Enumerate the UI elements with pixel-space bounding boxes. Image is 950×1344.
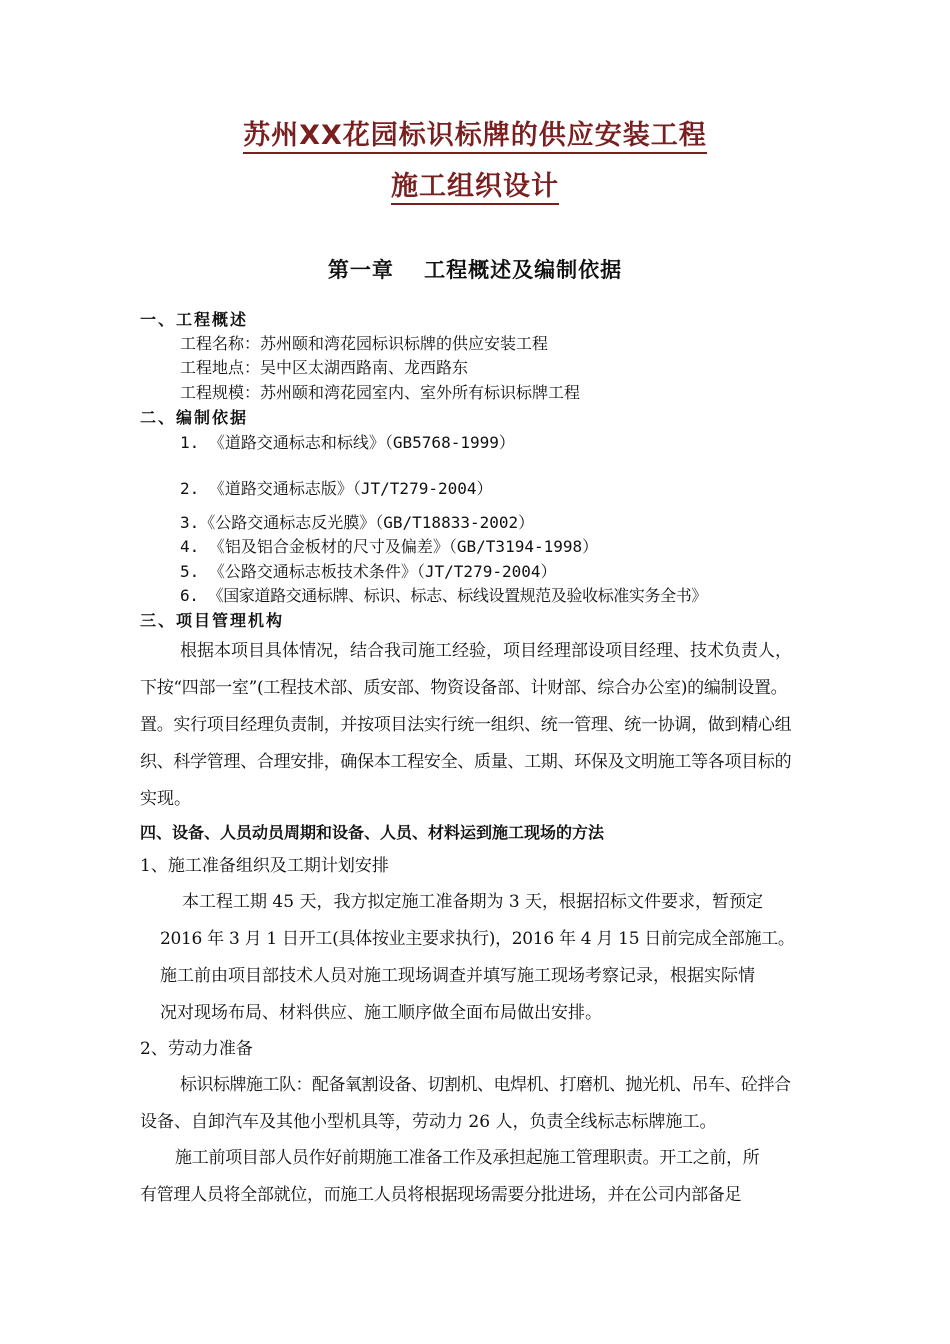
reference-item-6: 6. 《国家道路交通标牌、标识、标志、标线设置规范及验收标准实务全书》: [180, 586, 707, 605]
chapter-heading: 第一章 工程概述及编制依据: [327, 258, 623, 282]
p1-line-3: 施工前由项目部技术人员对施工现场调查并填写施工现场考察记录，根据实际情: [160, 966, 755, 986]
p1-line-4: 况对现场布局、材料供应、施工顺序做全面布局做出安排。: [160, 1003, 602, 1023]
title-line-1: 苏州XX花园标识标牌的供应安装工程: [243, 120, 707, 154]
sub-heading-2: 2、劳动力准备: [140, 1039, 253, 1059]
project-scale: 工程规模：苏州颐和湾花园室内、室外所有标识标牌工程: [180, 383, 581, 402]
reference-item-5: 5. 《公路交通标志板技术条件》（JT/T279-2004）: [180, 562, 557, 581]
s3-line-2: 下按“四部一室”(工程技术部、质安部、物资设备部、计财部、综合办公室)的编制设置。: [140, 678, 788, 698]
s3-line-4: 织、科学管理、合理安排，确保本工程安全、质量、工期、环保及文明施工等各项目标的: [140, 752, 792, 772]
reference-item-1: 1. 《道路交通标志和标线》（GB5768-1999）: [180, 433, 515, 452]
reference-item-3: 3.《公路交通标志反光膜》（GB/T18833-2002）: [180, 513, 535, 532]
p1-line-1: 本工程工期 45 天，我方拟定施工准备期为 3 天，根据招标文件要求，暂预定: [182, 892, 764, 912]
section-3-heading: 三、项目管理机构: [140, 611, 285, 630]
document-title: [0, 113, 950, 152]
p1-line-2: 2016 年 3 月 1 日开工(具体按业主要求执行)，2016 年 4 月 15 日前完成全部施工。: [160, 929, 795, 949]
sub-heading-1: 1、施工准备组织及工期计划安排: [140, 856, 389, 876]
p3-line-1: 施工前项目部人员作好前期施工准备工作及承担起施工管理职责。开工之前，所: [175, 1148, 760, 1168]
project-location: 工程地点：吴中区太湖西路南、龙西路东: [180, 358, 469, 377]
p2-line-1: 标识标牌施工队：配备氧割设备、切割机、电焊机、打磨机、抛光机、吊车、砼拌合: [180, 1075, 791, 1095]
s3-line-1: 根据本项目具体情况，结合我司施工经验，项目经理部设项目经理、技术负责人，: [180, 641, 792, 661]
p3-line-2: 有管理人员将全部就位，而施工人员将根据现场需要分批进场，并在公司内部备足: [140, 1185, 742, 1205]
s3-line-5: 实现。: [140, 789, 191, 809]
project-name: 工程名称：苏州颐和湾花园标识标牌的供应安装工程: [180, 334, 549, 353]
reference-item-4: 4. 《铝及铝合金板材的尺寸及偏差》（GB/T3194-1998）: [180, 537, 599, 556]
s3-line-3: 置。实行项目经理负责制，并按项目法实行统一组织、统一管理、统一协调，做到精心组: [140, 715, 792, 735]
section-2-heading: 二、编制依据: [140, 408, 249, 427]
title-line-2: 施工组织设计: [391, 171, 559, 205]
section-4-heading: 四、设备、人员动员周期和设备、人员、材料运到施工现场的方法: [140, 823, 605, 842]
p2-line-2: 设备、自卸汽车及其他小型机具等，劳动力 26 人，负责全线标志标牌施工。: [140, 1112, 717, 1132]
section-1-heading: 一、工程概述: [140, 310, 249, 329]
reference-item-2: 2. 《道路交通标志版》（JT/T279-2004）: [180, 479, 493, 498]
document-subtitle: [0, 164, 950, 203]
